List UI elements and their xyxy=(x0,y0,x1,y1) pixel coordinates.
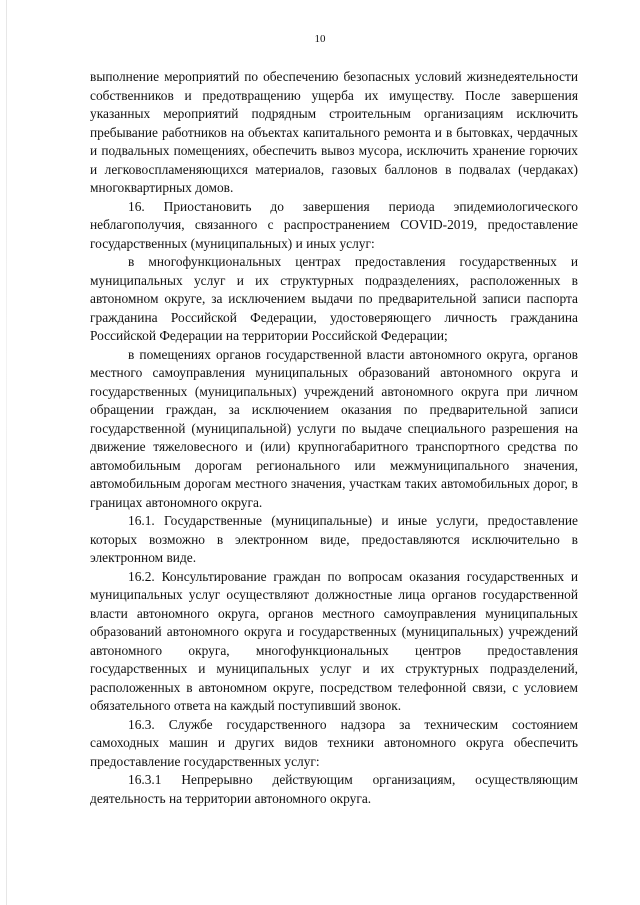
paragraph-16-1: 16.1. Государственные (муниципальные) и иные услуги, предоставление которых возможно в электронном виде, предоставляются исключительно в электронном виде. xyxy=(90,513,578,565)
paragraph-16-authorities: в помещениях органов государственной власти автономного округа, органов местного самоуправления муниципальных образований автономного округа и государственных (муниципальных) учреждений автономного округа при личном обращении граждан, за исключением оказания по предварительной записи государственной (муниципальной) услуги по выдаче специального разрешения на движение тяжеловесного и (или) крупногабаритного транспортного средства по автомобильным дорогам регионального или межмуниципального значения, автомобильным дорогам местного значения, участкам таких автомобильных дорог, в границах автономного округа. xyxy=(90,346,578,510)
paragraph-continuation: выполнение мероприятий по обеспечению безопасных условий жизнедеятельности собственников и предотвращению ущерба их имуществу. После завершения указанных мероприятий подрядным строительным организациям исключить пребывание работников на объектах капитального ремонта и в бытовках, чердачных и подвальных помещениях, обеспечить вывоз мусора, исключить хранение горючих и легковоспламеняющихся материалов, газовых баллонов в подвалах (чердаках) многоквартирных домов. xyxy=(90,69,578,195)
page-number: 10 xyxy=(314,33,326,45)
paragraph-16: 16. Приостановить до завершения периода эпидемиологического неблагополучия, связанного с распространением COVID-2019, предоставление государственных (муниципальных) и иных услуг: xyxy=(90,198,578,251)
document-body xyxy=(90,68,578,808)
scan-edge xyxy=(6,0,7,905)
paragraph-16-3: 16.3. Службе государственного надзора за техническим состоянием самоходных машин и других видов техники автономного округа обеспечить предоставление государственных услуг: xyxy=(90,716,578,769)
paragraph-16-3-1: 16.3.1 Непрерывно действующим организациям, осуществляющим деятельность на территории автономного округа. xyxy=(90,772,578,806)
paragraph-16-2: 16.2. Консультирование граждан по вопросам оказания государственных и муниципальных услуг осуществляют должностные лица органов государственной власти автономного округа, органов местного самоуправления муниципальных образований автономного округа и государственных (муниципальных) учреждений автономного округа, многофункциональных центров предоставления государственных и муниципальных услуг и их структурных подразделений, расположенных в автономном округе, посредством телефонной связи, с условием обязательного ответа на каждый поступивший звонок. xyxy=(90,568,578,713)
paragraph-16-mfc: в многофункциональных центрах предоставления государственных и муниципальных услуг и их структурных подразделениях, расположенных в автономном округе, за исключением выдачи по предварительной записи паспорта гражданина Российской Федерации, удостоверяющего личность гражданина Российской Федерации на территории Российской Федерации; xyxy=(90,254,578,343)
